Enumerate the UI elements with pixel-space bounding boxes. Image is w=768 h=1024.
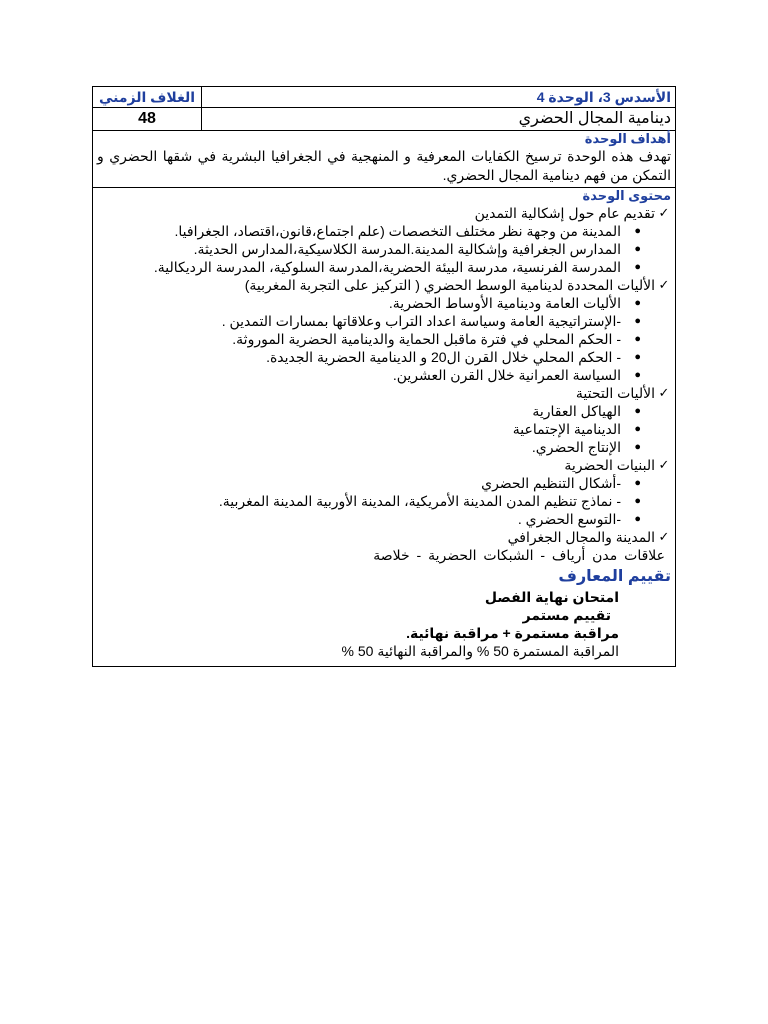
- list-item-text: الدينامية الإجتماعية: [512, 421, 621, 437]
- list-item: [97, 492, 641, 510]
- list-item-text: - نماذج تنظيم المدن المدينة الأمريكية، المدينة الأوربية المدينة المغربية.: [218, 493, 621, 509]
- list-item-text: - الحكم المحلي في فترة ماقبل الحماية والدينامية الحضرية الموروثة.: [232, 331, 621, 347]
- bullet-icon: ●: [634, 351, 641, 363]
- assessment-block: [97, 588, 671, 666]
- hours-value: 48: [93, 108, 202, 131]
- assessment-line: مراقبة مستمرة + مراقبة نهائية.: [406, 625, 619, 641]
- bullet-icon: ●: [634, 369, 641, 381]
- list-item: [97, 312, 641, 330]
- syllabus-page: [92, 86, 675, 667]
- content-section: [97, 204, 670, 276]
- list-item: [97, 402, 641, 420]
- bullet-icon: ●: [634, 297, 641, 309]
- content-section-heading: الأليات التحتية: [575, 385, 655, 401]
- header-row: [93, 87, 676, 108]
- bullet-icon: ●: [634, 225, 641, 237]
- content-section: [97, 456, 670, 528]
- list-item-text: السياسة العمرانية خلال القرن العشرين.: [392, 367, 621, 383]
- content-subitems: [97, 222, 655, 276]
- title-row: [93, 108, 676, 131]
- content-section: [97, 384, 670, 456]
- semester-module-label: الأسدس 3، الوحدة 4: [202, 87, 676, 108]
- content-outline: [97, 204, 671, 546]
- bullet-icon: ●: [634, 261, 641, 273]
- bullet-icon: ●: [634, 333, 641, 345]
- bullet-icon: ●: [634, 315, 641, 327]
- module-table: [92, 86, 676, 667]
- list-item-text: - الحكم المحلي خلال القرن ال20 و الدينامية الحضرية الجديدة.: [266, 349, 621, 365]
- list-item: [97, 420, 641, 438]
- checkmark-icon: ✓: [658, 457, 670, 472]
- list-item: [97, 348, 641, 366]
- list-item: [97, 330, 641, 348]
- checkmark-icon: ✓: [658, 205, 670, 220]
- assessment-line: امتحان نهاية الفصل: [484, 589, 619, 605]
- content-subitems: [97, 294, 655, 384]
- list-item-text: -أشكال التنظيم الحضري: [481, 475, 621, 491]
- content-title: محتوى الوحدة: [582, 188, 671, 203]
- list-item-text: المدينة من وجهة نظر مختلف التخصصات (علم اجتماع،قانون،اقتصاد، الجغرافيا.: [174, 223, 621, 239]
- bullet-icon: ●: [634, 477, 641, 489]
- list-item-text: -الإستراتيجية العامة وسياسة اعداد التراب وعلاقاتها بمسارات التمدين .: [221, 313, 621, 329]
- content-section-heading: المدينة والمجال الجغرافي: [507, 529, 655, 545]
- checkmark-icon: ✓: [658, 529, 670, 544]
- content-subitems: [97, 474, 655, 528]
- bullet-icon: ●: [634, 495, 641, 507]
- list-item-text: الأليات العامة ودينامية الأوساط الحضرية.: [388, 295, 621, 311]
- list-item: [97, 510, 641, 528]
- list-item-text: الهياكل العقارية: [532, 403, 621, 419]
- bullet-icon: ●: [634, 423, 641, 435]
- list-item: [97, 474, 641, 492]
- content-section: [97, 276, 670, 384]
- content-section-heading: تقديم عام حول إشكالية التمدين: [474, 205, 655, 221]
- list-item: [97, 222, 641, 240]
- assessment-line: المراقبة المستمرة 50 % والمراقبة النهائية 50 %: [341, 643, 619, 659]
- list-item: [97, 258, 641, 276]
- list-item-text: الإنتاج الحضري.: [531, 439, 621, 455]
- content-section: [97, 528, 670, 546]
- bullet-icon: ●: [634, 441, 641, 453]
- time-allocation-label: الغلاف الزمني: [93, 87, 202, 108]
- list-item-text: -التوسع الحضري .: [517, 511, 621, 527]
- checkmark-icon: ✓: [658, 277, 670, 292]
- checkmark-icon: ✓: [658, 385, 670, 400]
- goals-text: تهدف هذه الوحدة ترسيخ الكفايات المعرفية و المنهجية في الجغرافيا البشرية في شقها الحضري و التمكن من فهم دينامية المجال الحضري.: [97, 148, 671, 183]
- bullet-icon: ●: [634, 405, 641, 417]
- content-section-heading: البنيات الحضرية: [564, 457, 655, 473]
- goals-row: [93, 131, 676, 188]
- assessment-title: تقييم المعارف: [558, 568, 671, 585]
- list-item-text: المدارس الجغرافية وإشكالية المدينة.المدرسة الكلاسيكية،المدارس الحديثة.: [193, 241, 621, 257]
- bullet-icon: ●: [634, 513, 641, 525]
- content-section-heading: الأليات المحددة لدينامية الوسط الحضري ( التركيز على التجربة المغربية): [244, 277, 655, 293]
- list-item: [97, 438, 641, 456]
- list-item: [97, 366, 641, 384]
- list-item: [97, 240, 641, 258]
- module-title: دينامية المجال الحضري: [202, 108, 676, 131]
- relations-line: علاقات مدن أرياف - الشبكات الحضرية - خلاصة: [373, 547, 665, 563]
- bullet-icon: ●: [634, 243, 641, 255]
- goals-title: أهداف الوحدة: [584, 131, 671, 146]
- assessment-line: تقييم مستمر: [522, 607, 611, 623]
- content-subitems: [97, 402, 655, 456]
- list-item-text: المدرسة الفرنسية، مدرسة البيئة الحضرية،المدرسة السلوكية، المدرسة الرديكالية.: [153, 259, 621, 275]
- list-item: [97, 294, 641, 312]
- content-assessment-row: [93, 188, 676, 667]
